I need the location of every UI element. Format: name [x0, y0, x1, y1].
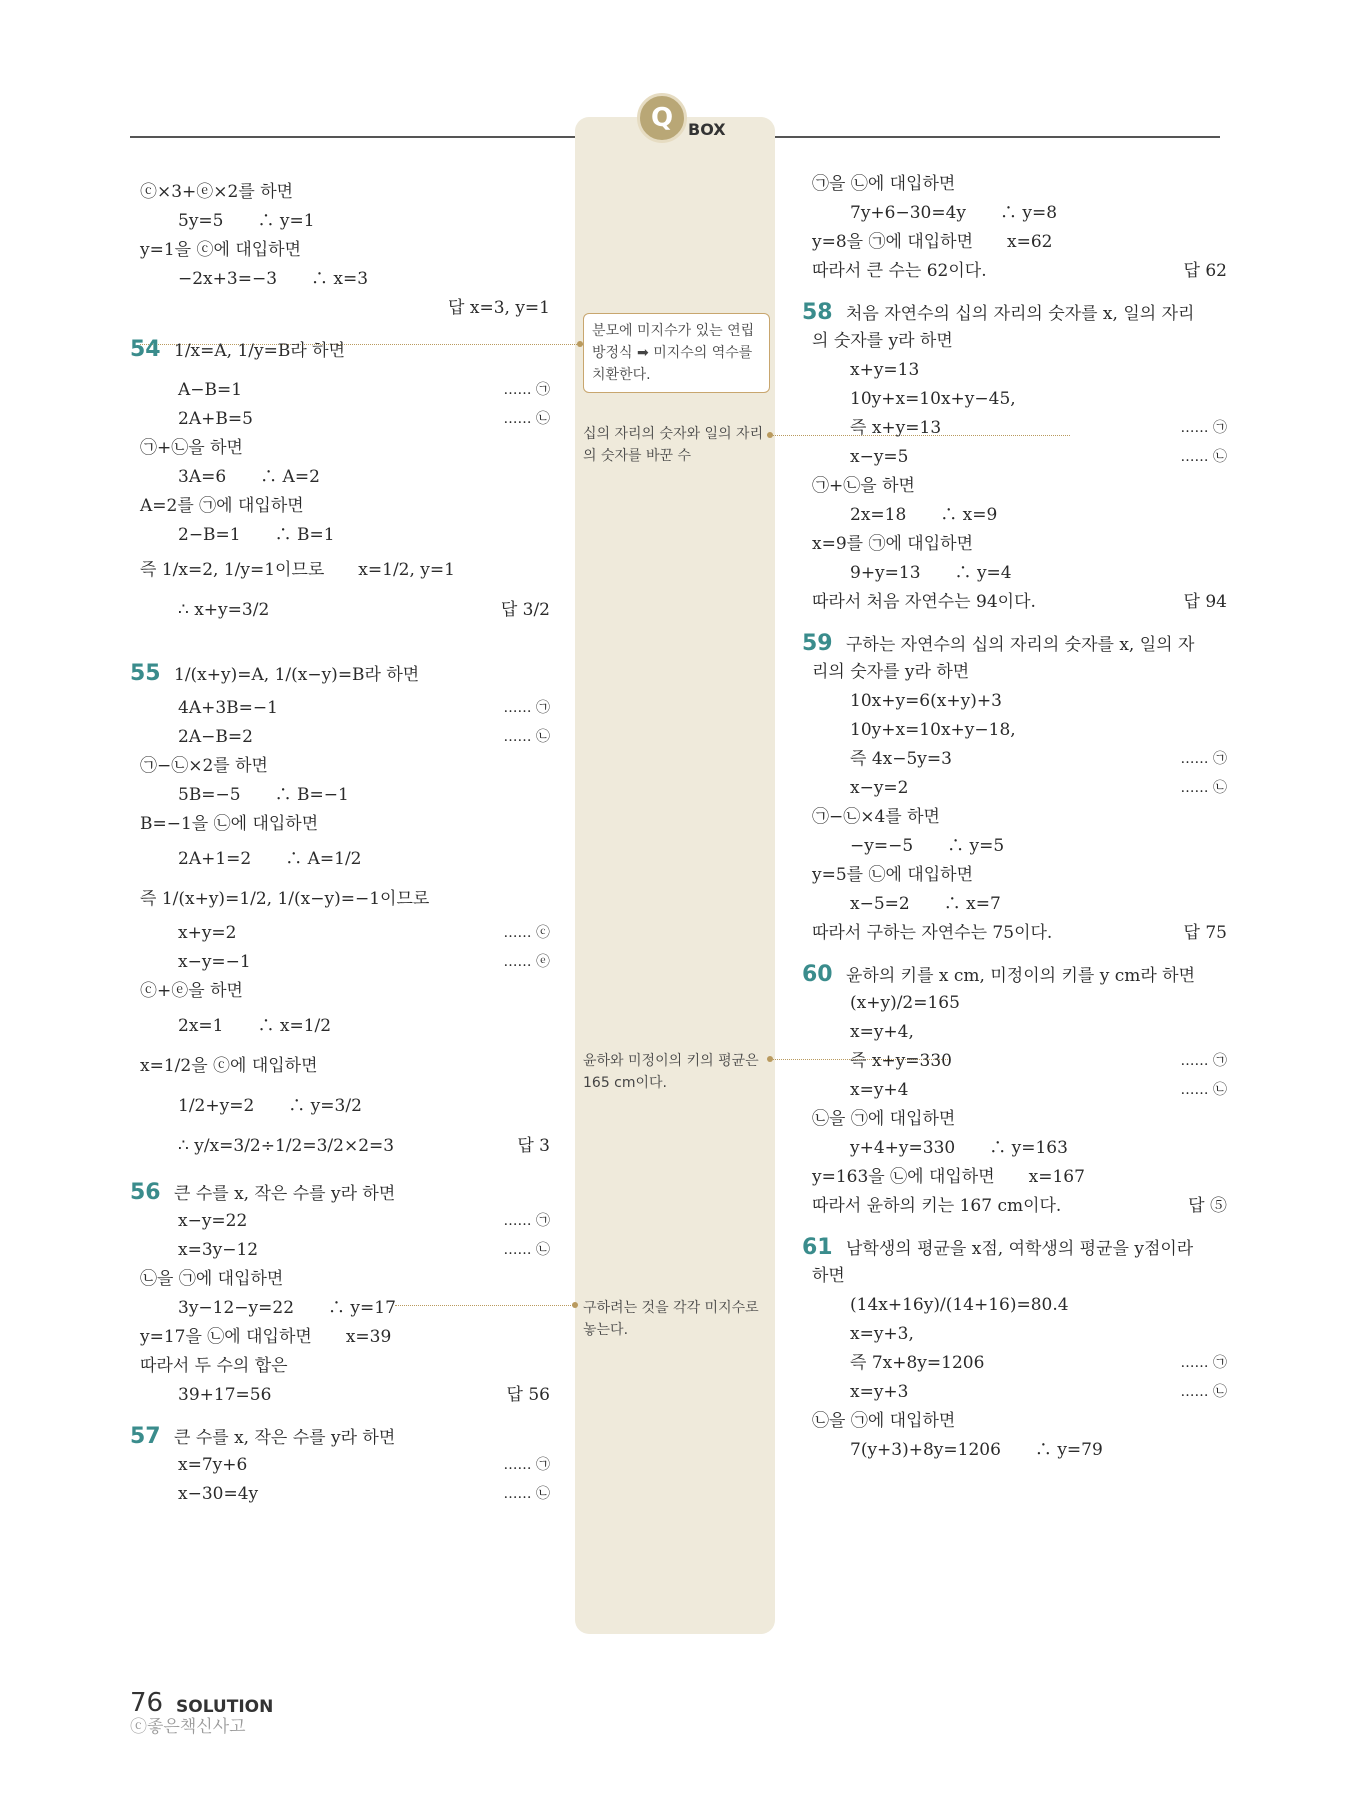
solution-line: 따라서 두 수의 합은: [140, 1356, 288, 1376]
solution-line: ∴ y/x=3/2÷1/2=3/2×2=3: [178, 1136, 395, 1156]
solution-line: A=2를 ㉠에 대입하면: [140, 496, 304, 516]
solution-line: 리의 숫자를 y라 하면: [812, 662, 970, 682]
left-intro-line: y=1을 ⓒ에 대입하면: [140, 240, 302, 260]
solution-line: 처음 자연수의 십의 자리의 숫자를 x, 일의 자리: [846, 304, 1195, 324]
equation-line: x−y=2: [850, 778, 909, 798]
header-rule-right: [775, 136, 1220, 138]
problem-number-60: 60: [802, 962, 833, 987]
solution-line: y+4+y=330 ∴ y=163: [850, 1138, 1068, 1158]
answer-60: 답 ⑤: [1188, 1196, 1227, 1216]
equation-line: x−y=5: [850, 447, 909, 467]
answer-56: 답 56: [506, 1385, 550, 1405]
header-rule-left: [130, 136, 575, 138]
equation-line: 2A−B=2: [178, 727, 253, 747]
solution-line: 7(y+3)+8y=1206 ∴ y=79: [850, 1440, 1103, 1460]
solution-line: ㉡을 ㉠에 대입하면: [140, 1269, 284, 1289]
q-badge-icon: Q: [637, 93, 687, 143]
solution-line: ㉡을 ㉠에 대입하면: [812, 1411, 956, 1431]
solution-line: 1/(x+y)=A, 1/(x−y)=B라 하면: [174, 665, 420, 685]
leader-dot-60: [767, 1056, 773, 1062]
equation-line: 10x+y=6(x+y)+3: [850, 691, 1002, 711]
answer-58: 답 94: [1183, 592, 1227, 612]
qbox-note-56: 구하려는 것을 각각 미지수로 놓는다.: [583, 1300, 759, 1338]
right-intro-line: 따라서 큰 수는 62이다.: [812, 261, 987, 281]
qbox-note-58: 십의 자리의 숫자와 일의 자리의 숫자를 바꾼 수: [583, 426, 764, 464]
solution-line: 따라서 처음 자연수는 94이다.: [812, 592, 1036, 612]
equation-tag: …… ㉡: [503, 1486, 550, 1502]
problem-number-55: 55: [130, 661, 161, 686]
equation-tag: …… ㉡: [1180, 1082, 1227, 1098]
equation-line: 4A+3B=−1: [178, 698, 278, 718]
solution-line: y=17을 ㉡에 대입하면 x=39: [140, 1327, 392, 1347]
solution-line: 3y−12−y=22 ∴ y=17: [178, 1298, 396, 1318]
equation-line: A−B=1: [178, 380, 243, 400]
left-intro-line: ⓒ×3+ⓔ×2를 하면: [140, 182, 294, 202]
problem-number-61: 61: [802, 1235, 833, 1260]
answer-intro-left: 답 x=3, y=1: [448, 298, 550, 318]
solution-line: 윤하의 키를 x cm, 미정이의 키를 y cm라 하면: [846, 966, 1196, 986]
solution-line: 구하는 자연수의 십의 자리의 숫자를 x, 일의 자: [846, 635, 1195, 655]
equation-line: x−30=4y: [178, 1484, 259, 1504]
equation-line: (x+y)/2=165: [850, 993, 960, 1013]
solution-line: 1/x=A, 1/y=B라 하면: [174, 341, 346, 361]
equation-tag: …… ㉠: [503, 1457, 550, 1473]
equation-line: 10y+x=10x+y−45,: [850, 389, 1016, 409]
problem-number-57: 57: [130, 1424, 161, 1449]
equation-tag: …… ㉡: [503, 411, 550, 427]
left-intro-line: −2x+3=−3 ∴ x=3: [178, 269, 369, 289]
equation-line: 즉 x+y=330: [850, 1051, 952, 1071]
left-intro-line: 5y=5 ∴ y=1: [178, 211, 315, 231]
solution-line: 즉 1/(x+y)=1/2, 1/(x−y)=−1이므로: [140, 889, 430, 909]
solution-line: ㉠−㉡×2를 하면: [140, 756, 268, 776]
solution-line: 남학생의 평균을 x점, 여학생의 평균을 y점이라: [846, 1239, 1194, 1259]
equation-tag: …… ㉠: [503, 700, 550, 716]
equation-line: x=y+3,: [850, 1324, 914, 1344]
equation-line: x=7y+6: [178, 1455, 248, 1475]
solution-line: ㉠−㉡×4를 하면: [812, 807, 940, 827]
problem-number-56: 56: [130, 1180, 161, 1205]
equation-line: 2A+B=5: [178, 409, 253, 429]
equation-line: 10y+x=10x+y−18,: [850, 720, 1016, 740]
solution-line: y=163을 ㉡에 대입하면 x=167: [812, 1167, 1085, 1187]
equation-line: x=y+4,: [850, 1022, 914, 1042]
equation-line: x+y=13: [850, 360, 920, 380]
solution-line: 하면: [812, 1266, 845, 1286]
solution-line: ㉡을 ㉠에 대입하면: [812, 1109, 956, 1129]
equation-line: x−y=22: [178, 1211, 248, 1231]
leader-dot-54: [577, 341, 583, 347]
right-intro-line: y=8을 ㉠에 대입하면 x=62: [812, 232, 1053, 252]
equation-tag: …… ⓒ: [503, 925, 550, 941]
solution-line: 9+y=13 ∴ y=4: [850, 563, 1012, 583]
equation-tag: …… ㉡: [503, 1242, 550, 1258]
solution-line: 1/2+y=2 ∴ y=3/2: [178, 1096, 362, 1116]
solution-line: ㉠+㉡을 하면: [140, 438, 243, 458]
solution-line: x=1/2을 ⓒ에 대입하면: [140, 1056, 318, 1076]
solution-line: 의 숫자를 y라 하면: [812, 331, 953, 351]
solution-line: −y=−5 ∴ y=5: [850, 836, 1005, 856]
equation-tag: …… ㉠: [1180, 1355, 1227, 1371]
answer-55: 답 3: [517, 1136, 550, 1156]
footer-section-label: SOLUTION: [176, 1697, 274, 1717]
solution-line: 큰 수를 x, 작은 수를 y라 하면: [174, 1428, 396, 1448]
equation-line: x=3y−12: [178, 1240, 259, 1260]
equation-line: 즉 7x+8y=1206: [850, 1353, 985, 1373]
solution-line: ∴ x+y=3/2: [178, 600, 270, 620]
qbox-note-54: 분모에 미지수가 있는 연립 방정식 ➡ 미지수의 역수를 치환한다.: [583, 313, 770, 393]
equation-tag: …… ㉠: [1180, 751, 1227, 767]
equation-tag: …… ㉡: [1180, 780, 1227, 796]
solution-line: B=−1을 ㉡에 대입하면: [140, 814, 319, 834]
problem-number-59: 59: [802, 631, 833, 656]
answer-54: 답 3/2: [500, 600, 550, 620]
solution-line: ⓒ+ⓔ을 하면: [140, 981, 243, 1001]
solution-line: 따라서 윤하의 키는 167 cm이다.: [812, 1196, 1062, 1216]
solution-line: 5B=−5 ∴ B=−1: [178, 785, 349, 805]
leader-dot-56: [572, 1302, 578, 1308]
equation-tag: …… ㉡: [1180, 449, 1227, 465]
equation-line: (14x+16y)/(14+16)=80.4: [850, 1295, 1069, 1315]
equation-line: 즉 4x−5y=3: [850, 749, 952, 769]
footer-copyright: ⓒ좋은책신사고: [130, 1717, 246, 1737]
q-box-label: BOX: [688, 120, 726, 139]
equation-line: x=y+3: [850, 1382, 909, 1402]
equation-tag: …… ㉠: [503, 1213, 550, 1229]
equation-line: x=y+4: [850, 1080, 909, 1100]
equation-tag: …… ㉡: [503, 729, 550, 745]
solution-line: 따라서 구하는 자연수는 75이다.: [812, 923, 1053, 943]
solution-line: x=9를 ㉠에 대입하면: [812, 534, 973, 554]
answer-59: 답 75: [1183, 923, 1227, 943]
problem-number-58: 58: [802, 300, 833, 325]
problem-number-54: 54: [130, 337, 161, 362]
qbox-note-60: 윤하와 미정이의 키의 평균은 165 cm이다.: [583, 1053, 759, 1091]
equation-line: 즉 x+y=13: [850, 418, 942, 438]
solution-line: 2x=1 ∴ x=1/2: [178, 1016, 332, 1036]
page-number: 76: [130, 1688, 164, 1718]
solution-line: 즉 1/x=2, 1/y=1이므로 x=1/2, y=1: [140, 560, 455, 580]
solution-line: 2−B=1 ∴ B=1: [178, 525, 335, 545]
equation-line: x+y=2: [178, 923, 237, 943]
right-intro-line: ㉠을 ㉡에 대입하면: [812, 174, 956, 194]
right-column: [802, 170, 1227, 1465]
answer-57: 답 62: [1183, 261, 1227, 281]
left-column: [130, 178, 550, 1509]
solution-line: 3A=6 ∴ A=2: [178, 467, 320, 487]
equation-tag: …… ㉠: [1180, 1053, 1227, 1069]
solution-line: y=5를 ㉡에 대입하면: [812, 865, 974, 885]
equation-tag: …… ⓔ: [503, 954, 550, 970]
solution-line: 큰 수를 x, 작은 수를 y라 하면: [174, 1184, 396, 1204]
equation-tag: …… ㉠: [503, 382, 550, 398]
solution-line: 2A+1=2 ∴ A=1/2: [178, 849, 362, 869]
equation-tag: …… ㉡: [1180, 1384, 1227, 1400]
equation-tag: …… ㉠: [1180, 420, 1227, 436]
solution-line: 39+17=56: [178, 1385, 272, 1405]
equation-line: x−y=−1: [178, 952, 251, 972]
right-intro-line: 7y+6−30=4y ∴ y=8: [850, 203, 1058, 223]
solution-line: 2x=18 ∴ x=9: [850, 505, 998, 525]
solution-line: x−5=2 ∴ x=7: [850, 894, 1001, 914]
solution-line: ㉠+㉡을 하면: [812, 476, 915, 496]
leader-dot-58: [767, 432, 773, 438]
